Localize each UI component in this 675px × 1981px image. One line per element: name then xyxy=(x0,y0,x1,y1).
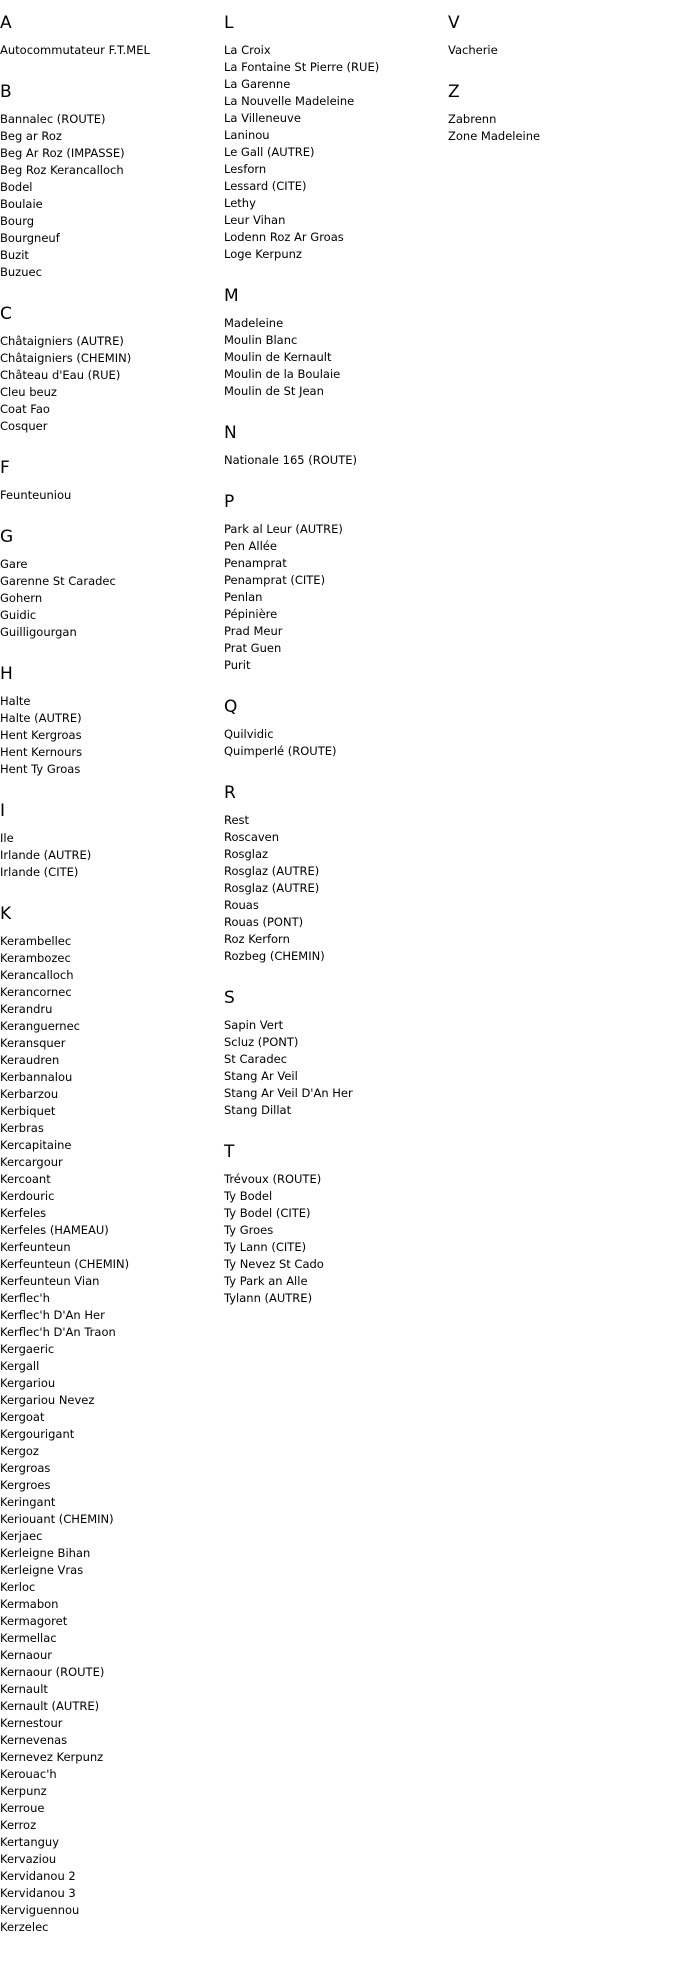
street-name: Kerbarzou xyxy=(0,1087,59,1101)
letter-heading: N xyxy=(224,423,237,443)
letter-section-p xyxy=(224,492,439,674)
street-name: Le Gall (AUTRE) xyxy=(224,145,315,159)
street-name: Kergariou Nevez xyxy=(0,1393,95,1407)
street-name: Kertanguy xyxy=(0,1835,60,1849)
street-name: Hent Ty Groas xyxy=(0,762,81,776)
street-name: Kerdouric xyxy=(0,1189,55,1203)
street-name: Kerbras xyxy=(0,1121,44,1135)
street-name: Penamprat (CITE) xyxy=(224,573,326,587)
street-name: Kerouac'h xyxy=(0,1767,57,1781)
street-name: Lesforn xyxy=(224,162,267,176)
street-name: Kermellac xyxy=(0,1631,57,1645)
street-name: Kergourigant xyxy=(0,1427,75,1441)
street-name: Kerbannalou xyxy=(0,1070,73,1084)
letter-heading: K xyxy=(0,904,12,924)
street-name: Ty Bodel (CITE) xyxy=(224,1206,311,1220)
street-name: Loge Kerpunz xyxy=(224,247,302,261)
letter-section-g xyxy=(0,527,215,641)
street-list xyxy=(224,42,439,263)
street-list xyxy=(0,830,215,881)
street-name: Kerancalloch xyxy=(0,968,74,982)
index-column-3 xyxy=(448,13,663,168)
letter-heading: A xyxy=(0,13,12,33)
street-name: Gare xyxy=(0,557,28,571)
street-name: Ile xyxy=(0,831,14,845)
street-name: Kerfeunteun (CHEMIN) xyxy=(0,1257,130,1271)
street-name: Pen Allée xyxy=(224,539,277,553)
street-name: Penamprat xyxy=(224,556,287,570)
street-name: Ty Bodel xyxy=(224,1189,273,1203)
street-name: Irlande (CITE) xyxy=(0,865,79,879)
street-name: Prad Meur xyxy=(224,624,283,638)
street-name: Kercapitaine xyxy=(0,1138,72,1152)
street-name: Kergoz xyxy=(0,1444,39,1458)
street-name: Kervidanou 2 xyxy=(0,1869,76,1883)
street-name: Moulin de St Jean xyxy=(224,384,324,398)
street-name: Kernaour xyxy=(0,1648,52,1662)
letter-section-f xyxy=(0,458,215,504)
street-name: Château d'Eau (RUE) xyxy=(0,368,121,382)
street-name: Kergariou xyxy=(0,1376,56,1390)
letter-section-s xyxy=(224,988,439,1119)
letter-heading: L xyxy=(224,13,234,33)
letter-section-t xyxy=(224,1142,439,1307)
letter-heading: C xyxy=(0,304,12,324)
street-name: Hent Kernours xyxy=(0,745,83,759)
street-name: Kerleigne Vras xyxy=(0,1563,84,1577)
street-name: Trévoux (ROUTE) xyxy=(224,1172,322,1186)
street-list xyxy=(224,315,439,400)
street-name: Stang Ar Veil xyxy=(224,1069,298,1083)
street-name: Guilligourgan xyxy=(0,625,77,639)
street-name: Kergroes xyxy=(0,1478,51,1492)
street-name: Moulin Blanc xyxy=(224,333,298,347)
street-name: Leur Vihan xyxy=(224,213,286,227)
street-list xyxy=(0,333,215,435)
street-name: Ty Lann (CITE) xyxy=(224,1240,307,1254)
street-name: Madeleine xyxy=(224,316,284,330)
street-name: Kerflec'h D'An Traon xyxy=(0,1325,116,1339)
street-name: Ty Nevez St Cado xyxy=(224,1257,324,1271)
street-name: Park al Leur (AUTRE) xyxy=(224,522,343,536)
letter-section-c xyxy=(0,304,215,435)
letter-heading: H xyxy=(0,664,13,684)
letter-section-r xyxy=(224,783,439,965)
street-name: Kerfeunteun xyxy=(0,1240,71,1254)
street-name: Purit xyxy=(224,658,251,672)
street-name: Châtaigniers (AUTRE) xyxy=(0,334,124,348)
street-name: Kermagoret xyxy=(0,1614,68,1628)
letter-section-v xyxy=(448,13,663,59)
street-name: Zone Madeleine xyxy=(448,129,541,143)
street-name: Sapin Vert xyxy=(224,1018,284,1032)
street-name: Kerroue xyxy=(0,1801,45,1815)
street-name: Kerfeles (HAMEAU) xyxy=(0,1223,109,1237)
letter-heading: P xyxy=(224,492,235,512)
letter-section-q xyxy=(224,697,439,760)
street-list xyxy=(0,487,215,504)
street-name: Ty Groes xyxy=(224,1223,274,1237)
street-name: St Caradec xyxy=(224,1052,288,1066)
letter-section-i xyxy=(0,801,215,881)
street-name: Irlande (AUTRE) xyxy=(0,848,92,862)
street-name: Cosquer xyxy=(0,419,48,433)
letter-heading: B xyxy=(0,82,12,102)
street-name: Laninou xyxy=(224,128,270,142)
street-name: Moulin de Kernault xyxy=(224,350,332,364)
letter-section-k xyxy=(0,904,215,1936)
street-name: Beg Roz Kerancalloch xyxy=(0,163,124,177)
street-name: Buzuec xyxy=(0,265,42,279)
street-name: Kerambellec xyxy=(0,934,72,948)
street-name: Kergroas xyxy=(0,1461,51,1475)
street-name: Keriouant (CHEMIN) xyxy=(0,1512,114,1526)
letter-section-a xyxy=(0,13,215,59)
street-name: Kerviguennou xyxy=(0,1903,80,1917)
street-name: La Fontaine St Pierre (RUE) xyxy=(224,60,380,74)
street-name: Kervaziou xyxy=(0,1852,57,1866)
street-name: Bourg xyxy=(0,214,35,228)
street-name: Lodenn Roz Ar Groas xyxy=(224,230,344,244)
street-list xyxy=(224,726,439,760)
street-name: Zabrenn xyxy=(448,112,497,126)
index-column-2 xyxy=(224,13,439,1330)
street-name: Keransquer xyxy=(0,1036,66,1050)
street-name: Kergoat xyxy=(0,1410,45,1424)
street-name: Kerloc xyxy=(0,1580,36,1594)
street-name: Tylann (AUTRE) xyxy=(224,1291,313,1305)
letter-heading: S xyxy=(224,988,235,1008)
street-name: Beg ar Roz xyxy=(0,129,62,143)
street-name: La Nouvelle Madeleine xyxy=(224,94,355,108)
letter-heading: Z xyxy=(448,82,460,102)
letter-section-b xyxy=(0,82,215,281)
street-list xyxy=(0,111,215,281)
street-name: Kernaour (ROUTE) xyxy=(0,1665,105,1679)
street-list xyxy=(224,1171,439,1307)
street-name: Kernault (AUTRE) xyxy=(0,1699,100,1713)
street-name: Halte (AUTRE) xyxy=(0,711,82,725)
street-name: Roscaven xyxy=(224,830,280,844)
street-name: Guidic xyxy=(0,608,37,622)
street-name: Kerroz xyxy=(0,1818,37,1832)
letter-section-z xyxy=(448,82,663,145)
letter-heading: I xyxy=(0,801,6,821)
street-name: Kernevez Kerpunz xyxy=(0,1750,104,1764)
street-name: Kervidanou 3 xyxy=(0,1886,76,1900)
street-name: Roz Kerforn xyxy=(224,932,290,946)
street-list xyxy=(448,42,663,59)
street-name: Gohern xyxy=(0,591,43,605)
street-name: La Villeneuve xyxy=(224,111,301,125)
street-name: Kernevenas xyxy=(0,1733,68,1747)
street-name: Kerambozec xyxy=(0,951,71,965)
street-name: Kerpunz xyxy=(0,1784,47,1798)
street-name: Rest xyxy=(224,813,250,827)
street-name: Kernault xyxy=(0,1682,48,1696)
street-name: Lethy xyxy=(224,196,256,210)
street-name: Kerancornec xyxy=(0,985,72,999)
index-column-1 xyxy=(0,13,215,1959)
street-name: Garenne St Caradec xyxy=(0,574,116,588)
letter-heading: M xyxy=(224,286,239,306)
letter-section-h xyxy=(0,664,215,778)
street-name: Kercargour xyxy=(0,1155,63,1169)
street-name: Keraudren xyxy=(0,1053,60,1067)
street-name: Ty Park an Alle xyxy=(224,1274,308,1288)
street-list xyxy=(448,111,663,145)
street-name: Beg Ar Roz (IMPASSE) xyxy=(0,146,125,160)
street-name: Hent Kergroas xyxy=(0,728,82,742)
street-name: Kercoant xyxy=(0,1172,51,1186)
street-name: Kerandru xyxy=(0,1002,53,1016)
street-name: Quimperlé (ROUTE) xyxy=(224,744,337,758)
street-name: Keringant xyxy=(0,1495,56,1509)
street-list xyxy=(224,1017,439,1119)
street-name: Kerfeles xyxy=(0,1206,47,1220)
street-name: Stang Dillat xyxy=(224,1103,292,1117)
street-list xyxy=(0,556,215,641)
letter-section-m xyxy=(224,286,439,400)
street-name: Rouas xyxy=(224,898,259,912)
street-name: La Croix xyxy=(224,43,271,57)
street-name: Autocommutateur F.T.MEL xyxy=(0,43,150,57)
street-name: Rosglaz (AUTRE) xyxy=(224,864,320,878)
street-name: Scluz (PONT) xyxy=(224,1035,299,1049)
street-name: Stang Ar Veil D'An Her xyxy=(224,1086,353,1100)
letter-section-l xyxy=(224,13,439,263)
street-name: Keranguernec xyxy=(0,1019,80,1033)
letter-heading: T xyxy=(224,1142,235,1162)
letter-heading: F xyxy=(0,458,10,478)
street-name: Penlan xyxy=(224,590,263,604)
street-name: Bannalec (ROUTE) xyxy=(0,112,106,126)
street-name: Cleu beuz xyxy=(0,385,57,399)
street-name: Kerbiquet xyxy=(0,1104,56,1118)
street-name: Rouas (PONT) xyxy=(224,915,304,929)
street-name: Coat Fao xyxy=(0,402,50,416)
street-name: Kergaeric xyxy=(0,1342,55,1356)
street-name: Rosglaz (AUTRE) xyxy=(224,881,320,895)
street-name: Kerfeunteun Vian xyxy=(0,1274,100,1288)
letter-section-n xyxy=(224,423,439,469)
street-name: Kergall xyxy=(0,1359,40,1373)
street-name: Kernestour xyxy=(0,1716,63,1730)
letter-heading: V xyxy=(448,13,460,33)
street-name: Lessard (CITE) xyxy=(224,179,307,193)
street-name: Kermabon xyxy=(0,1597,59,1611)
street-name: Bodel xyxy=(0,180,33,194)
street-name: Nationale 165 (ROUTE) xyxy=(224,453,357,467)
street-name: Quilvidic xyxy=(224,727,274,741)
street-name: Boulaie xyxy=(0,197,43,211)
street-list xyxy=(0,693,215,778)
street-name: Feunteuniou xyxy=(0,488,72,502)
street-list xyxy=(0,933,215,1936)
street-name: Kerleigne Bihan xyxy=(0,1546,91,1560)
letter-heading: G xyxy=(0,527,14,547)
street-name: Rosglaz xyxy=(224,847,269,861)
street-list xyxy=(224,452,439,469)
letter-heading: R xyxy=(224,783,236,803)
street-name: Pépinière xyxy=(224,607,278,621)
street-name: La Garenne xyxy=(224,77,291,91)
street-name: Prat Guen xyxy=(224,641,282,655)
street-name: Kerflec'h D'An Her xyxy=(0,1308,105,1322)
letter-heading: Q xyxy=(224,697,238,717)
street-name: Kerzelec xyxy=(0,1920,49,1934)
street-name: Halte xyxy=(0,694,31,708)
street-name: Vacherie xyxy=(448,43,498,57)
street-list xyxy=(224,812,439,965)
street-name: Kerjaec xyxy=(0,1529,43,1543)
street-name: Kerflec'h xyxy=(0,1291,50,1305)
street-list xyxy=(224,521,439,674)
street-name: Bourgneuf xyxy=(0,231,60,245)
street-name: Buzit xyxy=(0,248,29,262)
street-name: Châtaigniers (CHEMIN) xyxy=(0,351,132,365)
street-name: Rozbeg (CHEMIN) xyxy=(224,949,325,963)
street-name: Moulin de la Boulaie xyxy=(224,367,341,381)
street-list xyxy=(0,42,215,59)
